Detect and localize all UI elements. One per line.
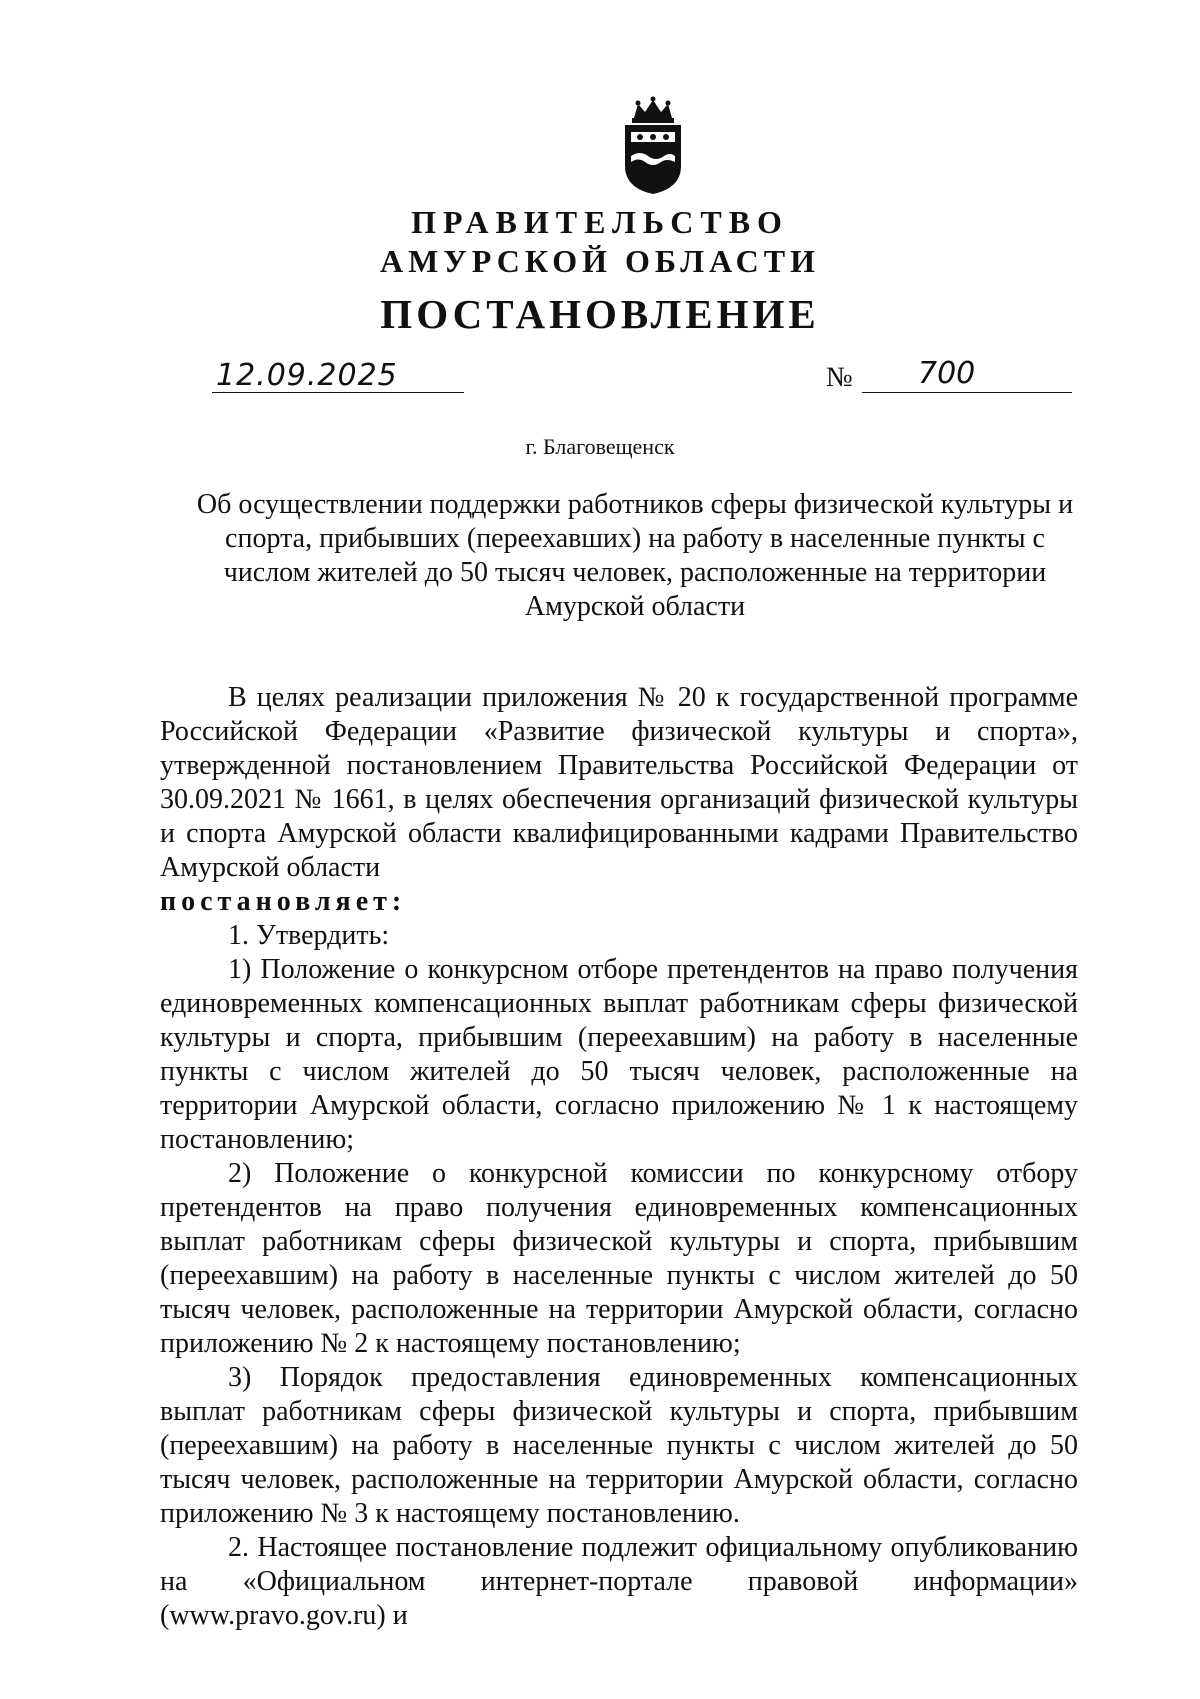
- city-label: г. Благовещенск: [525, 434, 675, 459]
- preamble-paragraph: В целях реализации приложения № 20 к государственной программе Российской Федерации «Развитие физической культуры и спорта», утвержденной постановлением Правительства Российской Федерации от 30.09.2021 № 1661, в целях обеспечения организаций физической культуры и спорта Амурской области квалифицированными кадрами Правительство Амурской области: [160, 682, 1078, 883]
- amur-oblast-coat-of-arms-icon: [620, 96, 686, 196]
- subitem-1: 1) Положение о конкурсном отборе претендентов на право получения единовременных компенсационных выплат работникам сферы физической культуры и спорта, прибывшим (переехавшим) на работу в населенные пункты с числом жителей до 50 тысяч человек, расположенные на территории Амурской области, согласно приложению № 1 к настоящему постановлению;: [160, 954, 1078, 1155]
- item-1: 1. Утвердить:: [228, 920, 390, 951]
- document-date: 12.09.2025: [216, 358, 398, 393]
- government-heading: ПРАВИТЕЛЬСТВО: [411, 204, 789, 240]
- document-type-heading: ПОСТАНОВЛЕНИЕ: [380, 291, 820, 337]
- number-underline: [862, 392, 1072, 393]
- document-title: Об осуществлении поддержки работников сферы физической культуры и спорта, прибывших (переехавших) на работу в населенные пункты с числом жителей до 50 тысяч человек, расположенные на территории Амурской области: [196, 489, 1074, 622]
- number-sign: №: [826, 362, 853, 393]
- resolves-label: постановляет:: [160, 886, 407, 917]
- region-heading: АМУРСКОЙ ОБЛАСТИ: [380, 243, 820, 279]
- subitem-2: 2) Положение о конкурсной комиссии по конкурсному отбору претендентов на право получения единовременных компенсационных выплат работникам сферы физической культуры и спорта, прибывшим (переехавшим) на работу в населенные пункты с числом жителей до 50 тысяч человек, расположенные на территории Амурской области, согласно приложению № 2 к настоящему постановлению;: [160, 1158, 1078, 1359]
- item-2: 2. Настоящее постановление подлежит официальному опубликованию на «Официальном интернет-портале правовой информации» (www.pravo.gov.ru) и: [160, 1532, 1078, 1631]
- document-number: 700: [918, 356, 976, 391]
- date-underline: [212, 392, 464, 393]
- subitem-3: 3) Порядок предоставления единовременных компенсационных выплат работникам сферы физической культуры и спорта, прибывшим (переехавшим) на работу в населенные пункты с числом жителей до 50 тысяч человек, расположенные на территории Амурской области, согласно приложению № 3 к настоящему постановлению.: [160, 1362, 1078, 1529]
- document-body: [160, 681, 1078, 1633]
